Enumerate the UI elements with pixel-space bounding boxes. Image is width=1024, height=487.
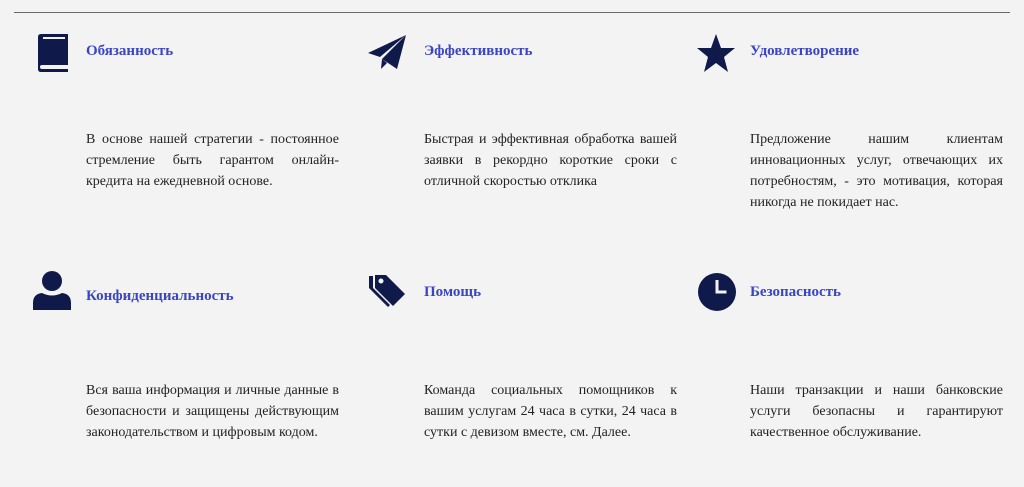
- feature-title: Конфиденциальность: [86, 288, 234, 304]
- feature-description: Быстрая и эффективная обработка вашей заявки в рекордно короткие сроки с отличной скоростью отклика: [424, 132, 677, 189]
- user-icon: [32, 270, 72, 310]
- paper-plane-icon: [367, 33, 407, 73]
- feature-description: Предложение нашим клиентам инновационных услуг, отвечающих их потребностям, - это мотивация, которая никогда не покидает нас.: [750, 132, 1003, 210]
- clock-icon: [697, 272, 737, 312]
- star-icon: [696, 33, 736, 73]
- top-divider: [14, 12, 1010, 13]
- feature-description: Вся ваша информация и личные данные в безопасности и защищены действующим законодательством и цифровым кодом.: [86, 383, 339, 440]
- feature-title: Удовлетворение: [750, 43, 860, 59]
- feature-title: Обязанность: [86, 43, 174, 59]
- feature-description: Наши транзакции и наши банковские услуги безопасны и гарантируют качественное обслуживание.: [750, 383, 1003, 440]
- feature-title: Эффективность: [424, 43, 533, 59]
- feature-title: Безопасность: [750, 284, 841, 300]
- feature-description: Команда социальных помощников к вашим услугам 24 часа в сутки, 24 часа в сутки с девизом вместе, см. Далее.: [424, 383, 677, 440]
- book-icon: [35, 33, 75, 73]
- feature-description: В основе нашей стратегии - постоянное стремление быть гарантом онлайн-кредита на ежедневной основе.: [86, 132, 339, 189]
- feature-title: Помощь: [424, 284, 481, 300]
- tags-icon: [366, 272, 406, 312]
